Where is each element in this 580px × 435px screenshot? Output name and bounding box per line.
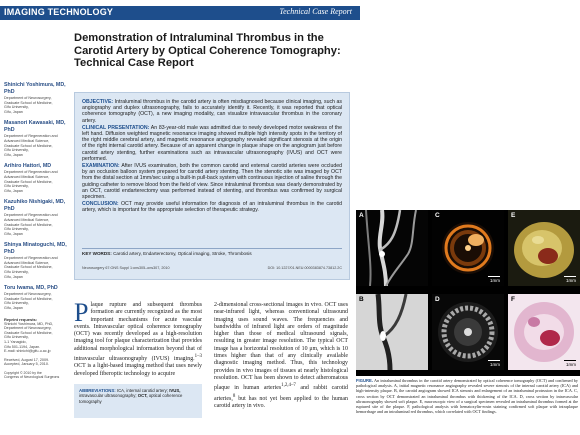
scale-bar <box>488 276 500 277</box>
figure-caption-heading: FIGURE. <box>356 378 373 383</box>
drop-cap: P <box>74 298 89 327</box>
author-affiliation: Department of Regeneration and Advanced Medical Science, Graduate School of Medicine, Gifu University, Gifu, Japan <box>4 256 58 279</box>
pathology-stain-image <box>508 294 580 370</box>
panel-d <box>432 294 504 370</box>
author-entry <box>4 199 70 236</box>
panel-label: B <box>359 296 364 303</box>
panel-label: A <box>359 212 364 219</box>
abbreviations-heading: ABBREVIATIONS: <box>79 388 116 393</box>
author-list <box>4 82 70 380</box>
doi: DOI: 10.1227/01.NEU.0000383874.73812.2C <box>267 266 342 270</box>
presentation-text: An 83-year-old male was admitted due to newly developed motor weakness of the left hand. Diffusion weighted magnetic resonance imaging showed multiple high intensity spots in the territory of the right middle cerebral artery, and magnetic resonance angiography revealed significant stenosis at the origin of the right internal carotid artery. Because of an apparent change in plaque shape on the angiogram just before carotid artery stenting, further examinations such as intravascular ultrasonography (IVUS) and OCT were performed. <box>82 124 342 162</box>
reprint-address: Shinichi Yoshimura, MD, PhD, Department of Neurosurgery, Graduate School of Medicine, Gifu University, 1-1 Yanagido, Gifu 501-1194, Japan. E-mail: shinichi@gifu-u.ac.jp <box>4 321 54 354</box>
author-name: Toru Iwama, MD, PhD <box>4 285 58 292</box>
author-affiliation: Department of Neurosurgery, Graduate School of Medicine, Gifu University, Gifu, Japan <box>4 292 53 311</box>
author-affiliation: Department of Regeneration and Advanced Medical Science, Graduate School of Medicine, Gifu University, Gifu, Japan <box>4 170 58 193</box>
abbreviation-term: IVUS, <box>169 388 181 393</box>
panel-c <box>432 210 504 286</box>
abstract-objective <box>82 99 342 124</box>
author-affiliation: Department of Regeneration and Advanced Medical Science, Graduate School of Medicine, Gifu University, Gifu, Japan <box>4 213 58 236</box>
copyright-notice: Copyright © 2010 by the Congress of Neurological Surgeons <box>4 370 60 380</box>
received-dates: Received, August 17, 2009. Accepted, January 5, 2010. <box>4 357 50 367</box>
section-label: IMAGING TECHNOLOGY <box>4 7 114 17</box>
abstract-box <box>74 92 350 280</box>
keywords <box>82 251 342 257</box>
keywords-text: Carotid artery, Endarterectomy, Optical imaging, Stroke, Thrombosis <box>113 251 252 256</box>
journal-citation: Neurosurgery 67:ONS Suppl 1:ons305–ons307, 2010 <box>82 266 170 270</box>
author-entry <box>4 242 70 279</box>
scale-bar <box>488 360 500 361</box>
section-banner <box>0 6 360 20</box>
figure-caption <box>356 378 578 414</box>
author-name: Arihiro Hattori, MD <box>4 163 52 170</box>
abbreviation-text: intravascular ultrasonography; <box>79 393 138 399</box>
figure-caption-text: An intraluminal thrombus in the carotid artery demonstrated by optical coherence tomography (OCT) and confirmed by pathological analysis. A, initial magnetic resonance angiography revealed severe stenosis of the internal carotid artery (ICA) and high-intensity plaque. B, the carotid angiogram showed ICA stenosis and enlargement of an intraluminal protrusion in the ICA. C, cross section by OCT demonstrated an intraluminal thrombus with thickening of the ICA. D, cross section by intravascular ultrasonography showed soft plaque. E, macroscopic view of a surgical specimen revealed an intraluminal thrombus formed at the ruptured site of the plaque. F, pathological analysis with hematoxylin-eosin staining confirmed soft plaque with intraplaque hemorrhage and an intraluminal red thrombus, which correlated with OCT findings. <box>356 378 578 415</box>
examination-heading: EXAMINATION: <box>82 163 120 170</box>
abstract-conclusion <box>82 201 342 213</box>
citation-line <box>82 265 342 271</box>
objective-text: Intraluminal thrombus in the carotid artery is often misdiagnosed because clinical imaging, such as angiography and duplex ultrasonography, fails to accurately identify it. Recently, it was reported that optical coherence tomography (OCT), a new imaging modality, can visualize intravascular thrombus in the coronary artery. <box>82 99 342 124</box>
presentation-heading: CLINICAL PRESENTATION: <box>82 124 150 131</box>
reference-marker: 1,2,4–7 <box>281 383 296 389</box>
oct-cross-section-image <box>432 210 504 286</box>
abbreviation-term: OCT, <box>137 393 148 399</box>
examination-text: After IVUS examination, both the common carotid and external carotid arteries were occluded by an occlusion balloon system prepared for carotid artery stenting. Then the stenotic site was imaged by OCT from the distal section at 1mm/sec using a built-in pull-back system with continuous injection of saline through the guiding catheter to remove blood from the field of view. Since intraluminal thrombus was clearly demonstrated by an OCT, carotid endarterectomy was performed instead of stenting, and thrombus was confirmed by surgical specimen. <box>82 163 342 201</box>
author-entry <box>4 163 70 193</box>
author-entry <box>4 82 70 114</box>
reference-marker: 1–3 <box>194 354 202 360</box>
scale-bar <box>564 276 576 277</box>
reference-marker: 8 <box>232 393 236 399</box>
scale-label: 1mm <box>490 278 500 283</box>
article-title: Demonstration of Intraluminal Thrombus in the Carotid Artery by Optical Coherence Tomography: Technical Case Report <box>74 32 341 69</box>
abstract-presentation <box>82 125 342 162</box>
abbreviations-box <box>74 384 202 418</box>
body-text: and rabbit carotid arteries, <box>214 385 348 402</box>
ivus-image <box>432 294 504 370</box>
author-affiliation: Department of Regeneration and Advanced Medical Science, Graduate School of Medicine, Gifu University, Gifu, Japan <box>4 134 58 157</box>
panel-label: F <box>511 296 515 303</box>
body-text: but has not yet been applied to the human carotid artery in vivo. <box>214 395 348 409</box>
body-text: laque rupture and subsequent thrombus formation are currently recognized as the most important mechanisms for acute vascular events. Intravascular optical coherence tomography (OCT) was recently developed as a high-resolution imaging tool for plaque characterization that provides additional morphological information beyond that of intravascular ultrasonography (IVUS) imaging. <box>74 302 202 363</box>
scale-bar <box>564 360 576 361</box>
author-affiliation: Department of Neurosurgery, Graduate School of Medicine, Gifu University, Gifu, Japan <box>4 96 53 114</box>
author-name: Masanori Kawasaki, MD, PhD <box>4 120 66 134</box>
panel-e <box>508 210 580 286</box>
reprint-heading: Reprint requests: <box>4 316 38 322</box>
abstract-examination <box>82 163 342 200</box>
abbreviation-text: ICA, internal carotid artery; <box>115 388 170 393</box>
article-category: Technical Case Report <box>279 7 352 16</box>
author-name: Shinya Minatoguchi, MD, PhD <box>4 242 67 256</box>
panel-f <box>508 294 580 370</box>
carotid-angiogram-image <box>356 294 428 370</box>
body-text: 2-dimensional cross-sectional images in vivo. OCT uses near-infrared light, whereas conventional ultrasound imaging uses sound waves. The frequencies and bandwidths of infrared light are orders of magnitude higher than those of medical ultrasound signals, resulting in greater image resolution. The typical OCT image has a horizontal resolution of 10 μm, which is 10 times higher than that of any clinically available diagnostic imaging method. Thus, this technology provides in vivo images of tissues at nearly histological resolution. OCT has been shown to detect atheromatous plaque in human arteries <box>214 302 348 392</box>
conclusion-text: OCT may provide useful information for diagnosis of an intraluminal thrombus in the carotid artery, which is important for the appropriate selection of therapeutic strategy. <box>82 201 342 214</box>
author-name: Shinichi Yoshimura, MD, PhD <box>4 82 66 95</box>
objective-heading: OBJECTIVE: <box>82 99 114 105</box>
scale-label: 1mm <box>566 362 576 367</box>
figure-panels <box>356 210 580 376</box>
body-column-1 <box>74 298 202 378</box>
scale-label: 1mm <box>566 278 576 283</box>
surgical-specimen-image <box>508 210 580 286</box>
author-entry <box>4 285 70 310</box>
author-name: Kazuhiko Nishigaki, MD, PhD <box>4 199 66 213</box>
scale-label: 1mm <box>490 362 500 367</box>
panel-label: E <box>511 212 516 219</box>
panel-a <box>356 210 428 286</box>
abstract-divider <box>82 248 342 249</box>
body-text: OCT is a light-based imaging method that uses newly developed fiberoptic technology to acquire <box>74 363 202 377</box>
keywords-heading: KEY WORDS: <box>82 251 112 256</box>
author-entry <box>4 120 70 157</box>
panel-label: C <box>435 212 440 219</box>
panel-b <box>356 294 428 370</box>
body-column-2 <box>214 302 348 410</box>
mr-angiography-image <box>356 210 428 286</box>
abbreviation-text: optical coherence tomography <box>79 393 183 404</box>
conclusion-heading: CONCLUSION: <box>82 201 119 208</box>
panel-label: D <box>435 296 440 303</box>
